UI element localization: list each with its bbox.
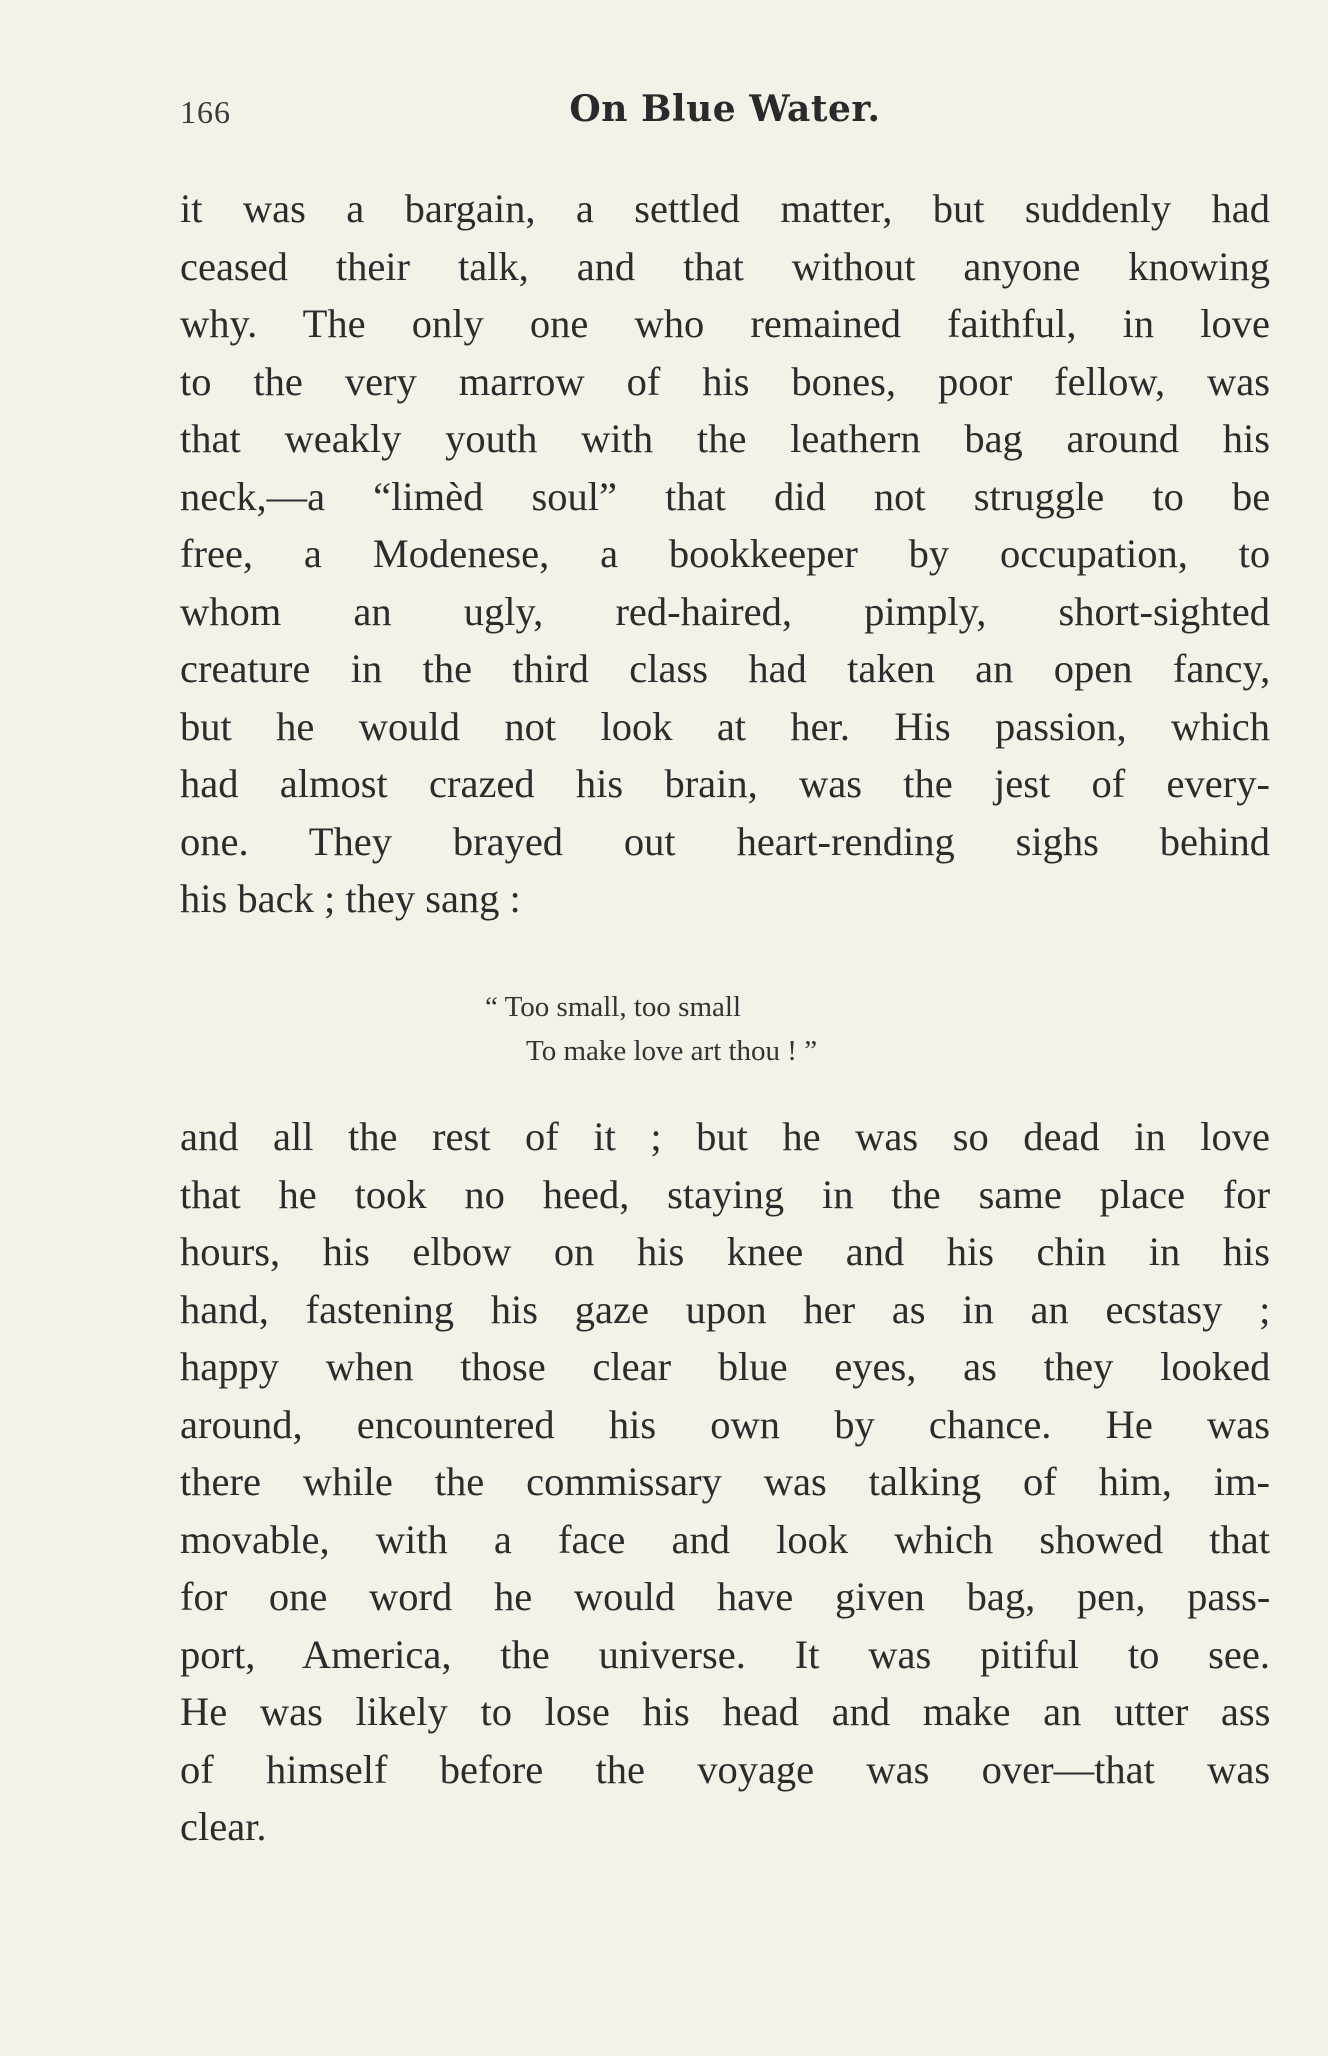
text-line: there while the commissary was talking of him, im- — [180, 1459, 1270, 1504]
text-line: that weakly youth with the leathern bag around his — [180, 416, 1271, 461]
text-line: port, America, the universe. It was pitiful to see. — [180, 1631, 1270, 1677]
text-line: creature in the third class had taken an open fancy, — [180, 646, 1271, 691]
verse-quotation — [485, 985, 817, 1073]
text-line: one. They brayed out heart-rending sighs behind — [180, 818, 1270, 864]
text-line: but he would not look at her. His passion, which — [180, 703, 1270, 749]
text-line: He was likely to lose his head and make an utter ass — [180, 1689, 1271, 1734]
text-line: hand, fastening his gaze upon her as in an ecstasy ; — [180, 1286, 1271, 1332]
page-number: 166 — [180, 94, 231, 130]
verse-line: To make love art thou ! ” — [526, 1035, 818, 1067]
text-line: ceased their talk, and that without anyone knowing — [180, 243, 1270, 289]
page-header — [180, 88, 1270, 148]
text-line: of himself before the voyage was over—that was — [180, 1746, 1271, 1792]
text-line: to the very marrow of his bones, poor fellow, was — [180, 358, 1270, 404]
text-line: had almost crazed his brain, was the jest of every- — [180, 761, 1270, 806]
text-line: and all the rest of it ; but he was so dead in love — [180, 1114, 1270, 1159]
text-line: happy when those clear blue eyes, as they looked — [180, 1344, 1271, 1389]
text-line: for one word he would have given bag, pen, pass- — [180, 1574, 1271, 1619]
running-title: On Blue Water. — [569, 88, 881, 130]
text-line: around, encountered his own by chance. He was — [180, 1401, 1270, 1447]
text-line: why. The only one who remained faithful, in love — [180, 301, 1270, 346]
paragraph-1 — [180, 180, 1270, 928]
text-line: his back ; they sang : — [180, 876, 521, 921]
text-line: it was a bargain, a settled matter, but suddenly had — [180, 186, 1270, 231]
text-line: whom an ugly, red-haired, pimply, short-sighted — [180, 588, 1270, 634]
paragraph-2 — [180, 1108, 1270, 1856]
text-line: free, a Modenese, a bookkeeper by occupation, to — [180, 531, 1271, 576]
text-line: hours, his elbow on his knee and his chin in his — [180, 1229, 1271, 1274]
verse-line: “ Too small, too small — [485, 991, 742, 1023]
text-line: neck,—a “limèd soul” that did not struggle to be — [180, 473, 1271, 519]
text-line: that he took no heed, staying in the same place for — [180, 1171, 1271, 1217]
text-line: clear. — [180, 1804, 267, 1849]
text-line: movable, with a face and look which showed that — [180, 1516, 1270, 1562]
